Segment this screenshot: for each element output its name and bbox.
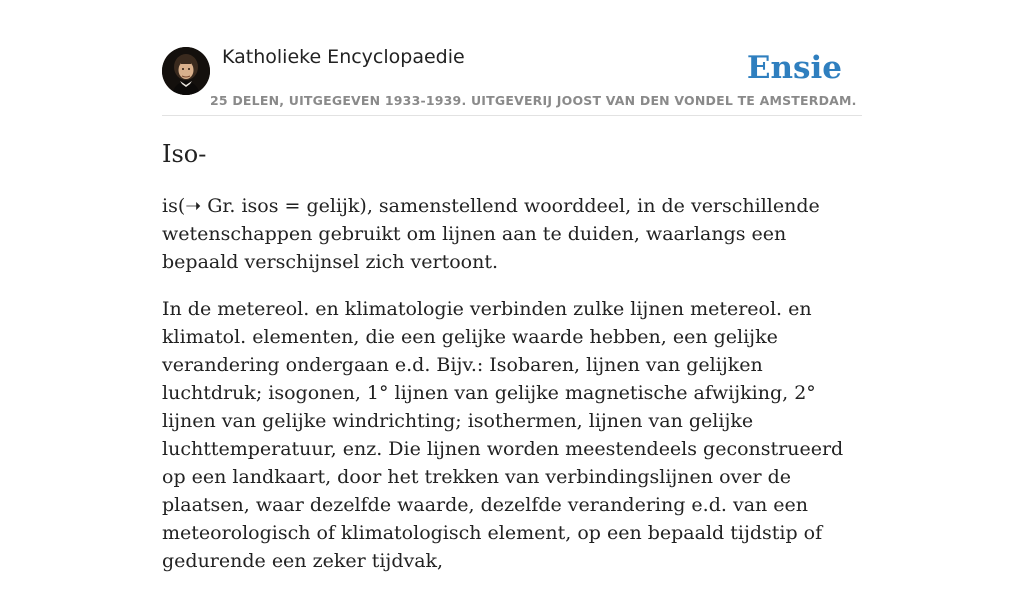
ensie-logo[interactable]: Ensie <box>746 50 842 86</box>
article-title: Iso- <box>162 140 207 168</box>
portrait-avatar-icon <box>162 47 210 95</box>
article-paragraph: is(➝ Gr. isos = gelijk), samenstellend woorddeel, in de verschillende wetenschappen gebruikt om lijnen aan te duiden, waarlangs een bepaald verschijnsel zich vertoont. <box>162 195 820 273</box>
article-body <box>162 192 862 594</box>
article-paragraph: In de metereol. en klimatologie verbinden zulke lijnen metereol. en klimatol. elementen, die een gelijke waarde hebben, een gelijke verandering ondergaan e.d. Bijv.: Isobaren, lijnen van gelijken luchtdruk; isogonen, 1° lijnen van gelijke magnetische afwijking, 2° lijnen van gelijke windrichting; isothermen, lijnen van gelijke luchttemperatuur, enz. Die lijnen worden meestendeels geconstrueerd op een landkaart, door het trekken van verbindingslijnen over de plaatsen, waar dezelfde waarde, dezelfde verandering e.d. van een meteorologisch of klimatologisch element, op een bepaald tijdstip of gedurende een zeker tijdvak, <box>162 298 844 572</box>
source-title[interactable]: Katholieke Encyclopaedie <box>222 46 465 68</box>
header-divider <box>162 115 862 116</box>
source-subtitle: 25 DELEN, UITGEGEVEN 1933-1939. UITGEVERIJ JOOST VAN DEN VONDEL TE AMSTERDAM. <box>210 93 857 108</box>
